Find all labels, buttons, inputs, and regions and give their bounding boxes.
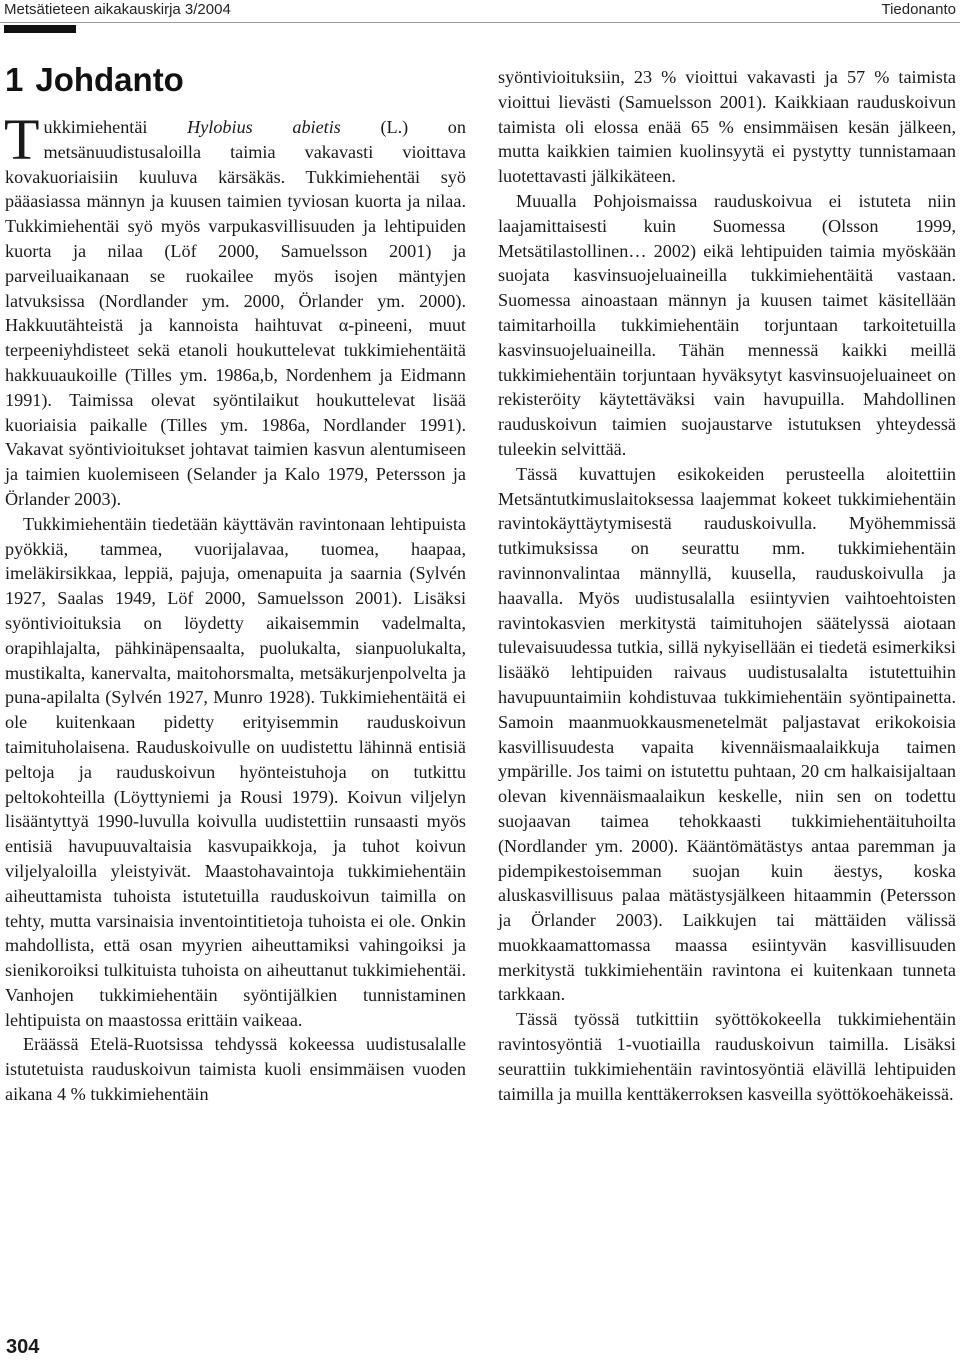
running-header — [0, 0, 960, 22]
section-heading — [5, 62, 466, 98]
header-rule — [0, 22, 960, 23]
section-number: 1 — [5, 61, 24, 98]
paragraph-5: Muualla Pohjoismaissa rauduskoivua ei istuteta niin laajamittaisesti kuin Suomessa (Olsson 1999, Metsätilastollinen… 2002) eikä lehtipuiden taimia myöskään suojata kasvinsuojeluaineilla tukkimiehentäitä vastaan. Suomessa ainoastaan männyn ja kuusen taimet käsitellään taimitarhoilla tukkimiehentäin torjuntaan tarkoitetuilla kasvinsuojeluaineilla. Tähän mennessä kaikki meillä tukkimiehentäin torjuntaan hyväksytyt kasvinsuojeluaineet on rekisteröity käytettäväksi vain havupuilla. Mahdollinen rauduskoivun taimien suojaustarve istutuksen yhteydessä tuleekin selvittää. — [498, 190, 956, 459]
drop-cap: T — [4, 107, 40, 172]
left-column — [5, 62, 466, 1107]
paragraph-1-text-a: ukkimiehentäi — [43, 117, 188, 137]
paragraph-2: Tukkimiehentäin tiedetään käyttävän ravintonaan lehtipuista pyökkiä, tammea, vuorijalavaa, tuomea, haapaa, imeläkirsikkaa, leppiä, pajuja, omenapuita ja saarnia (Sylvén 1927, Saalas 1949, Löf 2000, Samuelsson 2001). Lisäksi syöntivioituksia on löydetty aikaisemmin vadelmalta, orapihlajalta, pähkinäpensaalta, puolukalta, sianpuolukalta, mustikalta, kanervalta, maitohorsmalta, metsäkurjenpolvelta ja puna-apilalta (Sylvén 1927, Munro 1928). Tukkimiehentäitä ei ole kuitenkaan pidetty erityisemmin rauduskoivun taimituholaisena. Rauduskoivulle on uudistettu lähinnä entisiä peltoja ja rauduskoivun hyönteistuhoja on tutkittu peltokohteilla (Löyttyniemi ja Rousi 1979). Koivun viljelyn lisääntyttyä 1990-luvulla koivulla uudistettiin runsaasti myös entisiä havupuuvaltaisia kasvupaikkoja, ja tuhot koivun viljelyaloilla yleistyivät. Maastohavaintoja tukkimiehentäin aiheuttamista tuhoista istutetuilla rauduskoivun taimilla on tehty, mutta varsinaisia inventointitietoja tuhoista ei ole. Onkin mahdollista, että osan myyrien aiheuttamiksi vahingoiksi ja sienikoroiksi tulkituista tuhoista on aiheuttanut tukkimiehentäi. Vanhojen tukkimiehentäin syöntijälkien tunnistaminen lehtipuista on maastossa erittäin vaikeaa. — [5, 513, 466, 1030]
paragraph-1-text-c: -pineeni, muut terpeeniyhdisteet sekä etanoli houkuttelevat tukkimiehentäitä hakkuuaukoille (Tilles ym. 1986a,b, Nordenhem ja Eidmann 1991). Taimissa olevat syöntilaikut houkuttelevat lisää kuoriaisia paikalle (Tilles ym. 1986a, Nordlander 1991). Vakavat syöntivioitukset johtavat taimien kasvun alentumiseen ja taimien kuolemiseen (Selander ja Kalo 1979, Petersson ja Örlander 2003). — [5, 315, 466, 509]
paragraph-4: syöntivioituksiin, 23 % vioittui vakavasti ja 57 % taimista vioittui lievästi (Samuelsson 2001). Kaikkiaan rauduskoivun taimista oli elossa enää 65 % ensimmäisen kesän jälkeen, mutta kaikkien taimien kuolinsyytä ei pystytty tunnistamaan luotettavasti jälkikäteen. — [498, 67, 956, 187]
section-label: Tiedonanto — [881, 1, 956, 18]
paragraph-7: Tässä työssä tutkittiin syöttökokeella tukkimiehentäin ravintosyöntiä 1-vuotiailla rauduskoivun taimilla. Lisäksi seurattiin tukkimiehentäin ravintosyöntiä elävillä lehtipuiden taimilla ja muilla kenttäkerroksen kasveilla syöttökoehäkeissä. — [498, 1009, 956, 1104]
paragraph-3: Eräässä Etelä-Ruotsissa tehdyssä kokeessa uudistusalalle istutetuista rauduskoivun taimista kuoli ensimmäisen vuoden aikana 4 % tukkimiehentäin — [5, 1034, 466, 1105]
section-title: Johdanto — [35, 61, 184, 98]
right-column — [498, 65, 956, 1106]
journal-title: Metsätieteen aikakauskirja 3/2004 — [4, 1, 231, 18]
alpha-symbol: α — [338, 315, 349, 336]
paragraph-6: Tässä kuvattujen esikokeiden perusteella aloitettiin Metsäntutkimuslaitoksessa laajemmat kokeet tukkimiehentäin ravintokäyttäytymisestä rauduskoivulla. Myöhemmissä tutkimuksissa on seurattu mm. tukkimiehentäin ravinnonvalintaa männyllä, kuusella, rauduskoivulla ja haavalla. Myös uudistusalalla esiintyvien vaihtoehtoisten ravintokasvien merkitystä taimituhojen säätelyssä aiotaan tulevaisuudessa tutkia, sillä nykyisellään ei tiedetä esimerkiksi lisääkö lehtipuiden raivaus uudistusalalta istutettuihin havupuuntaimiin kohdistuvaa tukkimiehentäin syöntipainetta. Samoin maanmuokkausmenetelmät paljastavat erikokoisia kasvillisuudesta vapaita kivennäismaalaikkuja taimen ympärille. Jos taimi on istutettu puhtaan, 20 cm halkaisijaltaan olevan kivennäismaalaikun keskelle, niin sen on todettu suojaavan taimea tehokkaasti tukkimiehentäituhoilta (Nordlander ym. 2000). Kääntömätästys antaa paremman ja pidempikestoisemman suojan kuin äestys, koska aluskasvillisuus palaa mätästysjälkeen hitaammin (Petersson ja Örlander 2003). Laikkujen tai mättäiden välissä muokkaamattomassa maassa esiintyvän kasvillisuuden merkitystä tukkimiehentäin ravintona ei kuitenkaan tunneta tarkkaan. — [498, 463, 956, 1005]
header-bar — [4, 25, 76, 33]
paragraph-1 — [4, 107, 466, 512]
paragraph-1-text-b: (L.) on metsänuudistusaloilla taimia vakavasti vioittava kovakuoriaisiin kuuluva kärsäkäs. Tukkimiehentäi syö pääasiassa männyn ja kuusen taimien tyviosan kuorta ja nilaa. Tukkimiehentäi syö myös varpukasvillisuuden ja lehtipuiden kuorta ja nilaa (Löf 2000, Samuelsson 2001) ja parveiluaikanaan se ruokailee myös isojen mäntyjen latvuksissa (Nordlander ym. 2000, Örlander ym. 2000). Hakkuutähteistä ja kannoista haihtuvat — [5, 117, 466, 336]
species-name: Hylobius abietis — [187, 117, 341, 137]
page-number: 304 — [6, 1336, 40, 1358]
